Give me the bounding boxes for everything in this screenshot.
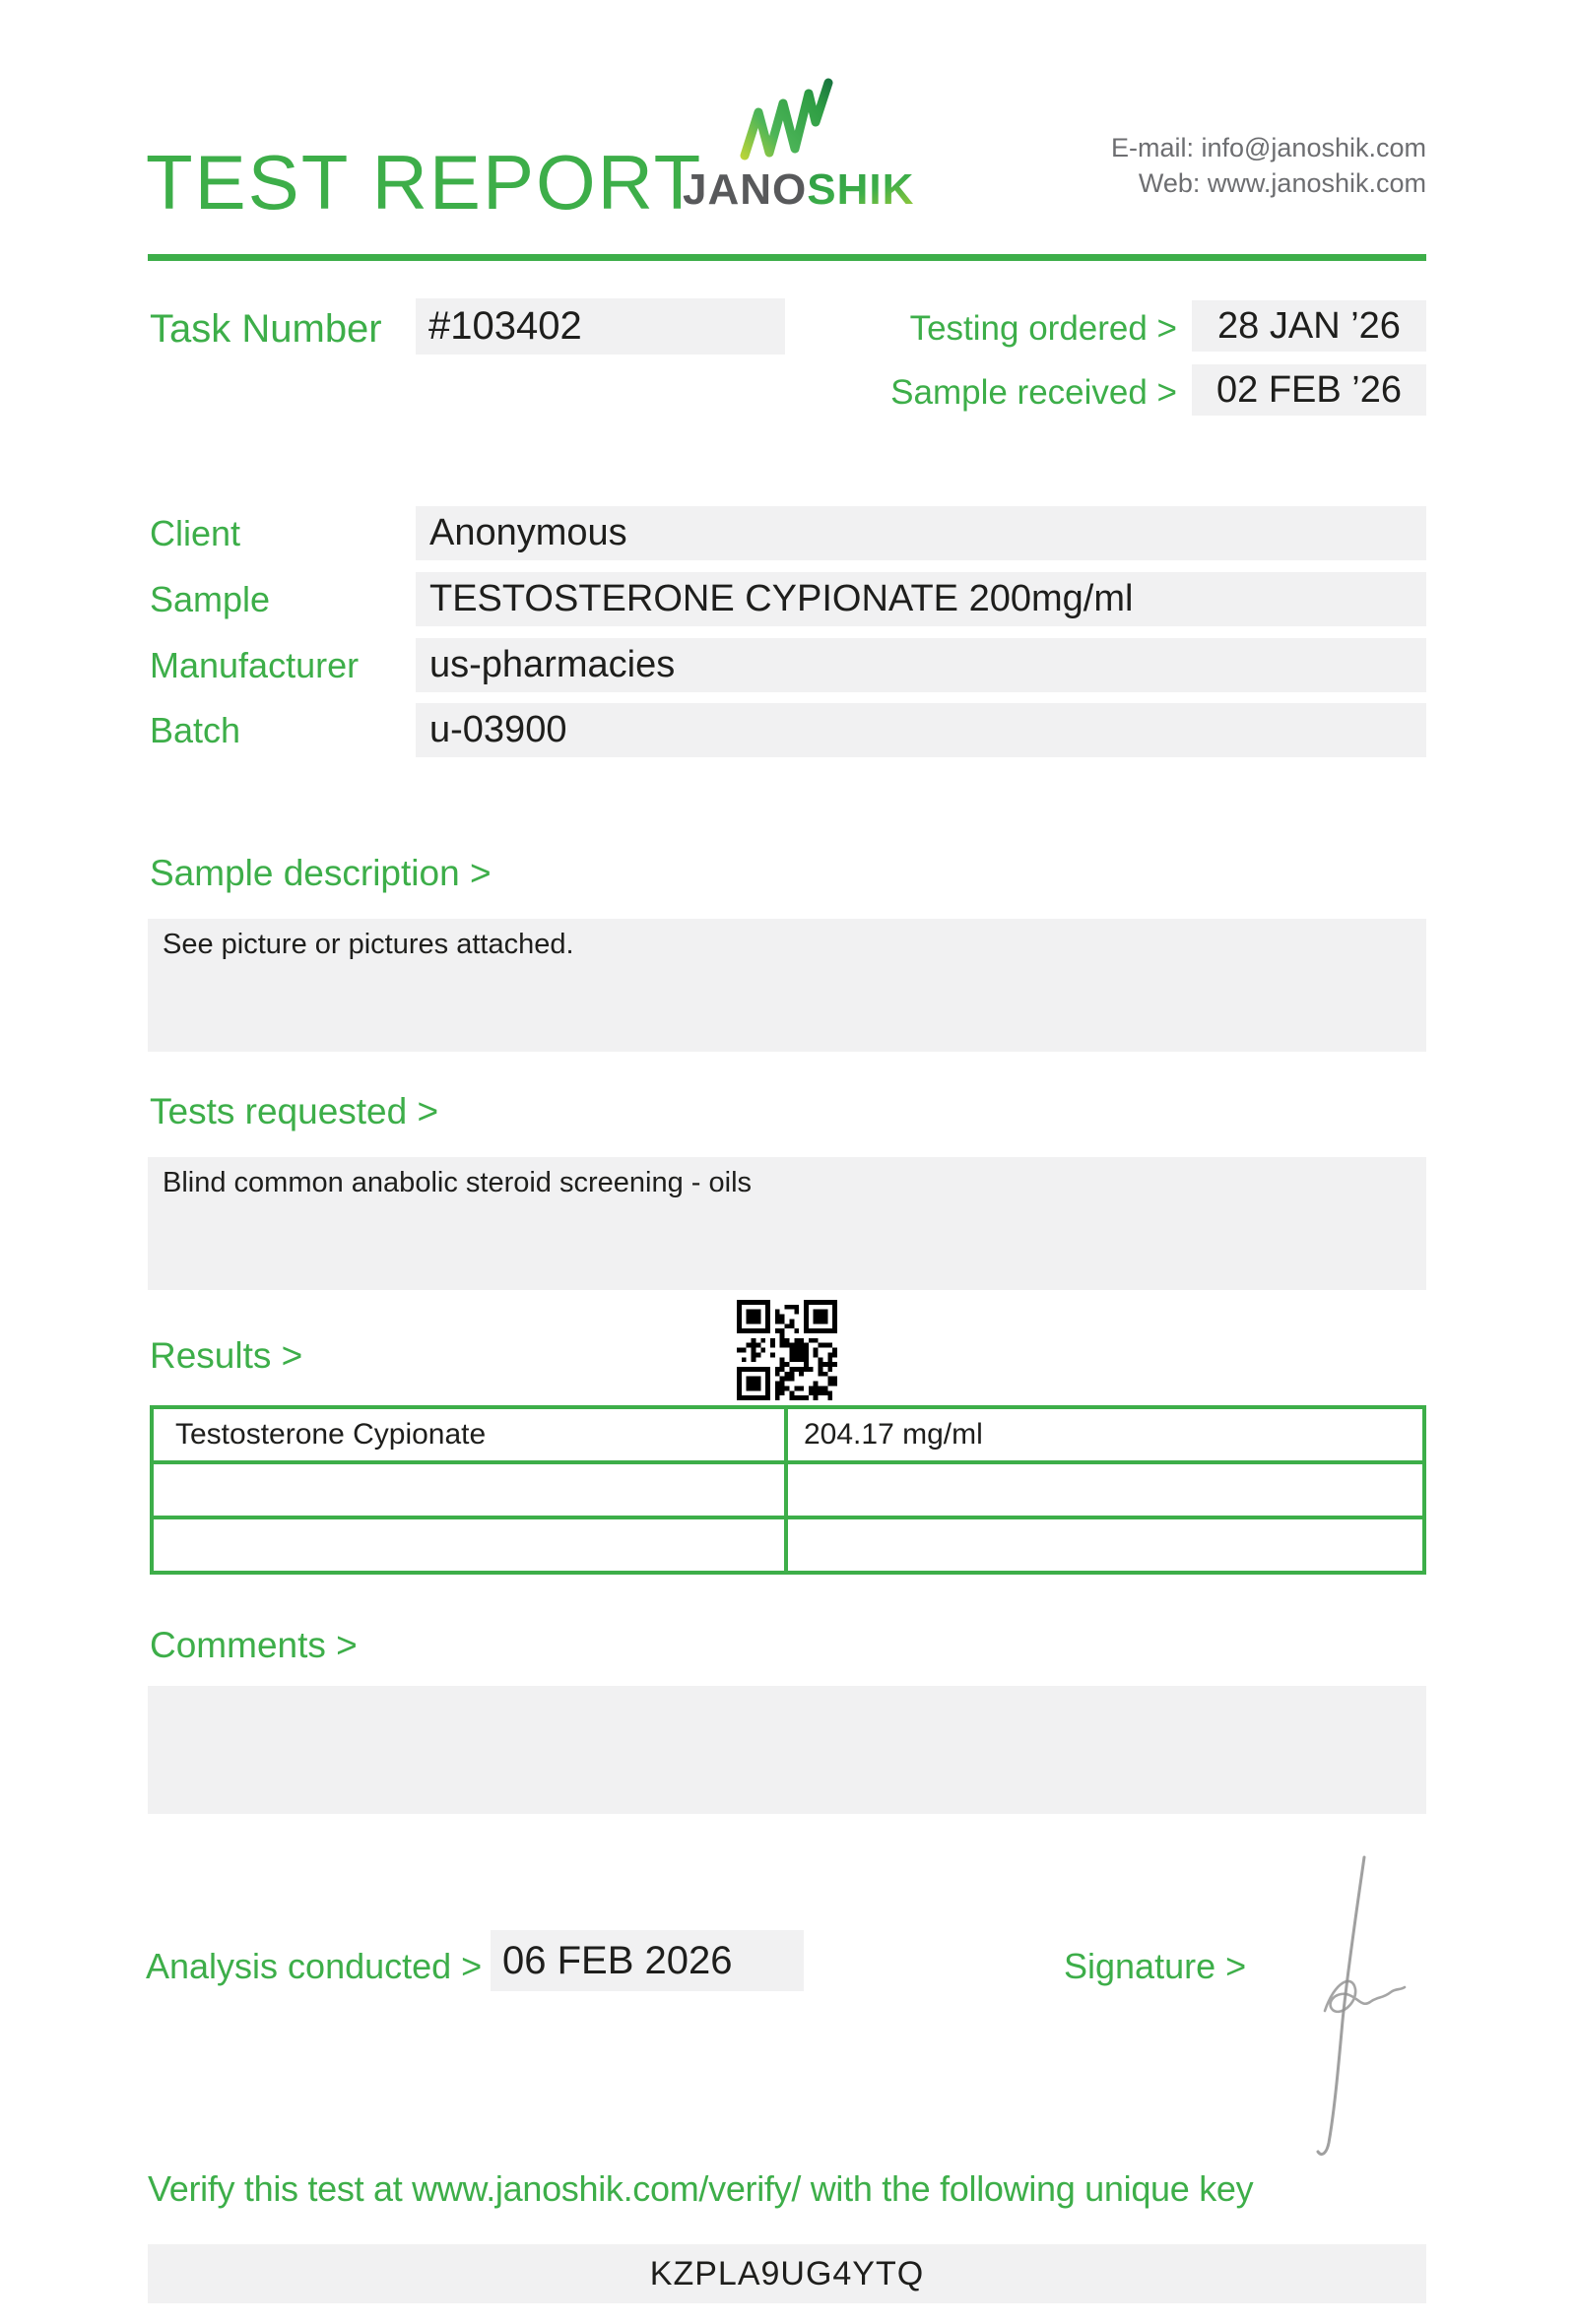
batch-field <box>416 703 1426 757</box>
sample-received-value: 02 FEB ’26 <box>1192 364 1426 416</box>
testing-ordered-label: Testing ordered > <box>909 309 1177 348</box>
unique-key-field: KZPLA9UG4YTQ <box>148 2244 1426 2303</box>
task-number-field <box>416 298 785 355</box>
analysis-date-field <box>491 1930 804 1991</box>
client-value: Anonymous <box>429 512 627 553</box>
sample-value: TESTOSTERONE CYPIONATE 200mg/ml <box>429 578 1134 619</box>
result-analyte <box>154 1464 784 1516</box>
janoshik-wordmark <box>683 165 914 215</box>
tests-requested-text: Blind common anabolic steroid screening - oils <box>163 1167 753 1198</box>
janoshik-chart-logo-icon <box>739 77 833 161</box>
testing-ordered-value: 28 JAN ’26 <box>1192 300 1426 352</box>
sample-received-label: Sample received > <box>890 373 1177 412</box>
batch-value: u-03900 <box>429 709 567 750</box>
sample-description-heading: Sample description > <box>150 853 492 893</box>
result-value <box>788 1464 1422 1516</box>
header-divider <box>148 254 1426 261</box>
analysis-date-value: 06 FEB 2026 <box>502 1939 733 1982</box>
sample-label: Sample <box>150 579 271 619</box>
contact-web: Web: www.janoshik.com <box>1138 168 1426 198</box>
task-number-label: Task Number <box>150 307 382 351</box>
sample-field <box>416 572 1426 626</box>
wordmark-jano: JANO <box>683 165 808 214</box>
tests-requested-heading: Tests requested > <box>150 1091 439 1131</box>
results-table <box>150 1405 1426 1575</box>
info-row-client <box>150 506 1426 560</box>
result-value: 204.17 mg/ml <box>788 1409 1422 1460</box>
signature-handwriting <box>1276 1851 1423 2162</box>
info-row-batch <box>150 703 1426 757</box>
results-heading: Results > <box>150 1335 303 1376</box>
comments-text <box>148 1686 1426 1706</box>
sample-description-box <box>148 919 1426 1052</box>
verify-instruction: Verify this test at www.janoshik.com/verify/ with the following unique key <box>148 2168 1254 2209</box>
batch-label: Batch <box>150 710 241 750</box>
client-field <box>416 506 1426 560</box>
contact-email: E-mail: info@janoshik.com <box>1110 133 1426 162</box>
sample-description-text: See picture or pictures attached. <box>163 929 574 960</box>
contact-block <box>983 130 1426 201</box>
manufacturer-field <box>416 638 1426 692</box>
manufacturer-label: Manufacturer <box>150 645 360 685</box>
result-value <box>788 1519 1422 1571</box>
comments-heading: Comments > <box>150 1625 358 1665</box>
signature-label: Signature > <box>1064 1946 1247 1986</box>
page-title: TEST REPORT <box>146 139 703 226</box>
client-label: Client <box>150 513 241 553</box>
tests-requested-box <box>148 1157 1426 1290</box>
wordmark-shik: SHIK <box>807 165 915 214</box>
info-row-sample <box>150 572 1426 626</box>
result-analyte <box>154 1519 784 1571</box>
task-number-value: #103402 <box>428 304 582 348</box>
comments-box <box>148 1686 1426 1814</box>
result-analyte: Testosterone Cypionate <box>154 1409 784 1460</box>
manufacturer-value: us-pharmacies <box>429 644 676 685</box>
info-row-manufacturer <box>150 638 1426 692</box>
analysis-conducted-label: Analysis conducted > <box>146 1946 483 1986</box>
qr-code <box>737 1300 837 1400</box>
